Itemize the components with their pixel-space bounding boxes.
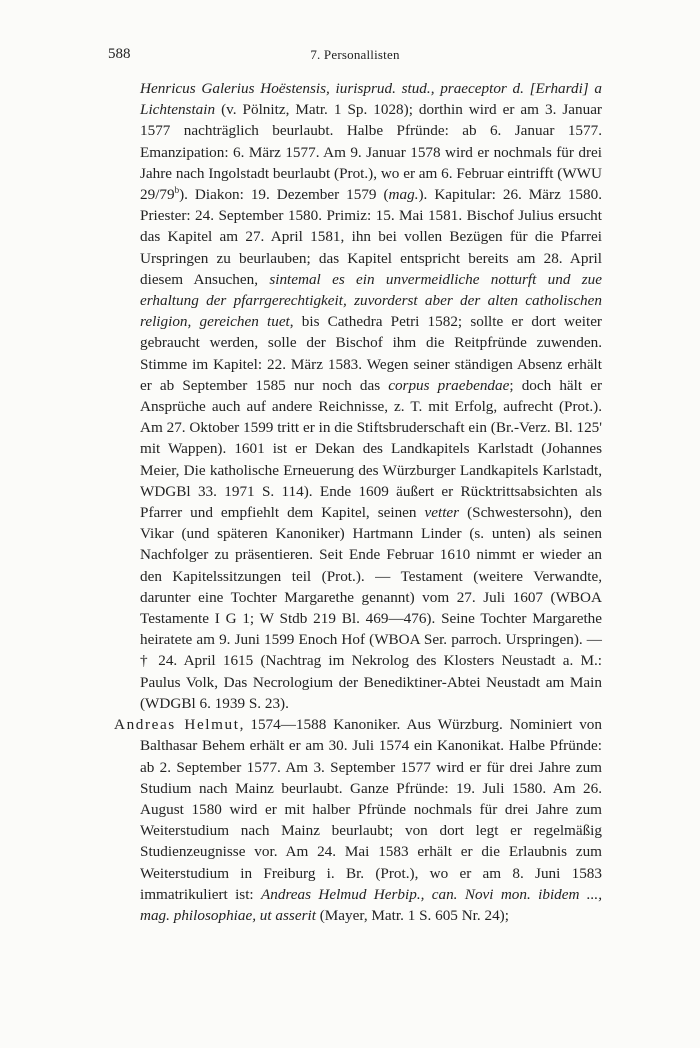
entry-text: ). Kapitular: 26. März 1580. Priester: 24. September 1580. Primiz: 15. Mai 1581. Bischof Julius ersucht das Kapitel am 27. April 1581, ihn bei vollen Bezügen für die Pfarrei Urspringen zu beurlauben; das Kapitel entspricht bereits am 28. April diesem Ansuchen, — [140, 186, 602, 288]
footnote-superscript: b — [174, 184, 180, 195]
entry-text: (v. Pölnitz, Matr. 1 Sp. 1028); dorthin wird er am 3. Januar 1577 nachträglich beurlaubt. Halbe Pfründe: ab 6. Januar 1577. Emanzipation: 6. März 1577. Am 9. Januar 1578 wird er nochmals für drei Jahre nach Ingolstadt beurlaubt (Prot.), wo er am 6. Februar eintrifft (WWU 29/79 — [140, 101, 602, 204]
entry-henricus-continuation — [140, 78, 602, 714]
page-header — [108, 46, 602, 68]
running-head: 7. Personallisten — [310, 47, 400, 62]
italic-abbrev: mag. — [388, 186, 419, 204]
entry-text: (Schwestersohn), den Vikar (und späteren Kanoniker) Hartmann Linder (s. unten) als seinen Nachfolger zu präsentieren. Seit Ende Februar 1610 nimmt er wieder an den Kapitelssitzungen teil (Prot.). — Testament (weitere Verwandte, darunter eine Tochter Margarethe genannt) vom 27. Juli 1607 (WBOA Testamente I G 1; W Stdb 219 Bl. 469—476). Seine Tochter Margarethe heiratete am 9. Juni 1599 Enoch Hof (WBOA Ser. parroch. Urspringen). — † 24. April 1615 (Nachtrag im Nekrolog des Klosters Neustadt a. M.: Paulus Volk, Das Necrologium der Benediktiner-Abtei Neustadt am Main (WDGBl 6. 1939 S. 23). — [140, 504, 602, 712]
matriculation-quote: Andreas Helmud Herbip., can. Novi mon. ibidem ..., mag. philosophiae, ut asserit — [140, 885, 602, 924]
entry-text: , 1574—1588 Kanoniker. Aus Würzburg. Nominiert von Balthasar Behem erhält er am 30. Juli 1574 ein Kanonikat. Halbe Pfründe: ab 2. September 1577. Am 3. September 1577 wird er für drei Jahre zum Studium nach Mainz beurlaubt. Ganze Pfründe: 19. Juli 1580. Am 26. August 1580 wird er mit halber Pfründe nochmals für drei Jahre zum Weiterstudium nach Mainz beurlaubt; von dort legt er regelmäßig Studienzeugnisse vor. Am 24. Mai 1583 erhält er die Erlaubnis zum Weiterstudium in Freiburg i. Br. (Prot.), wo er am 8. Juni 1583 immatrikuliert ist: — [140, 716, 602, 903]
matriculation-quote: Henricus Galerius Hoëstensis, iurisprud. stud., praeceptor d. [Erhardi] a Lichtenstain — [140, 80, 602, 119]
entry-name: Andreas Helmut — [114, 716, 240, 734]
entry-text: ; doch hält er Ansprüche auch auf andere Reichnisse, z. T. mit Erfolg, aufrecht (Prot.). Am 27. Oktober 1599 tritt er in die Stiftsbruderschaft ein (Br.-Verz. Bl. 125' mit Wappen). 1601 ist er Dekan des Landkapitels Karlstadt (Johannes Meier, Die katholische Erneuerung des Würzburger Landkapitels Karlstadt, WDGBl 33. 1971 S. 114). Ende 1609 äußert er Rücktrittsabsichten als Pfarrer und empfiehlt dem Kapitel, seinen — [140, 376, 603, 522]
page-number: 588 — [108, 46, 131, 62]
entry-andreas-helmut — [114, 714, 602, 926]
italic-term: vetter — [424, 504, 460, 522]
chapter-quote: sintemal es ein unvermeidliche notturft und zue erhaltung der pfarrgerechtigkeit, zuvorderst aber der alten catholischen religion, gereichen tuet — [140, 270, 602, 331]
italic-term: corpus praebendae — [388, 376, 510, 394]
entry-text: , bis Cathedra Petri 1582; sollte er dort weiter gebraucht werden, solle der Bischof ihm die Reitpfründe zuwenden. Stimme im Kapitel: 22. März 1583. Wegen seiner ständigen Absenz erhält er ab September 1585 nur noch das — [140, 313, 602, 394]
entry-text: ). Diakon: 19. Dezember 1579 ( — [179, 186, 389, 204]
entry-text: (Mayer, Matr. 1 S. 605 Nr. 24); — [315, 906, 509, 924]
text-block — [114, 78, 602, 926]
